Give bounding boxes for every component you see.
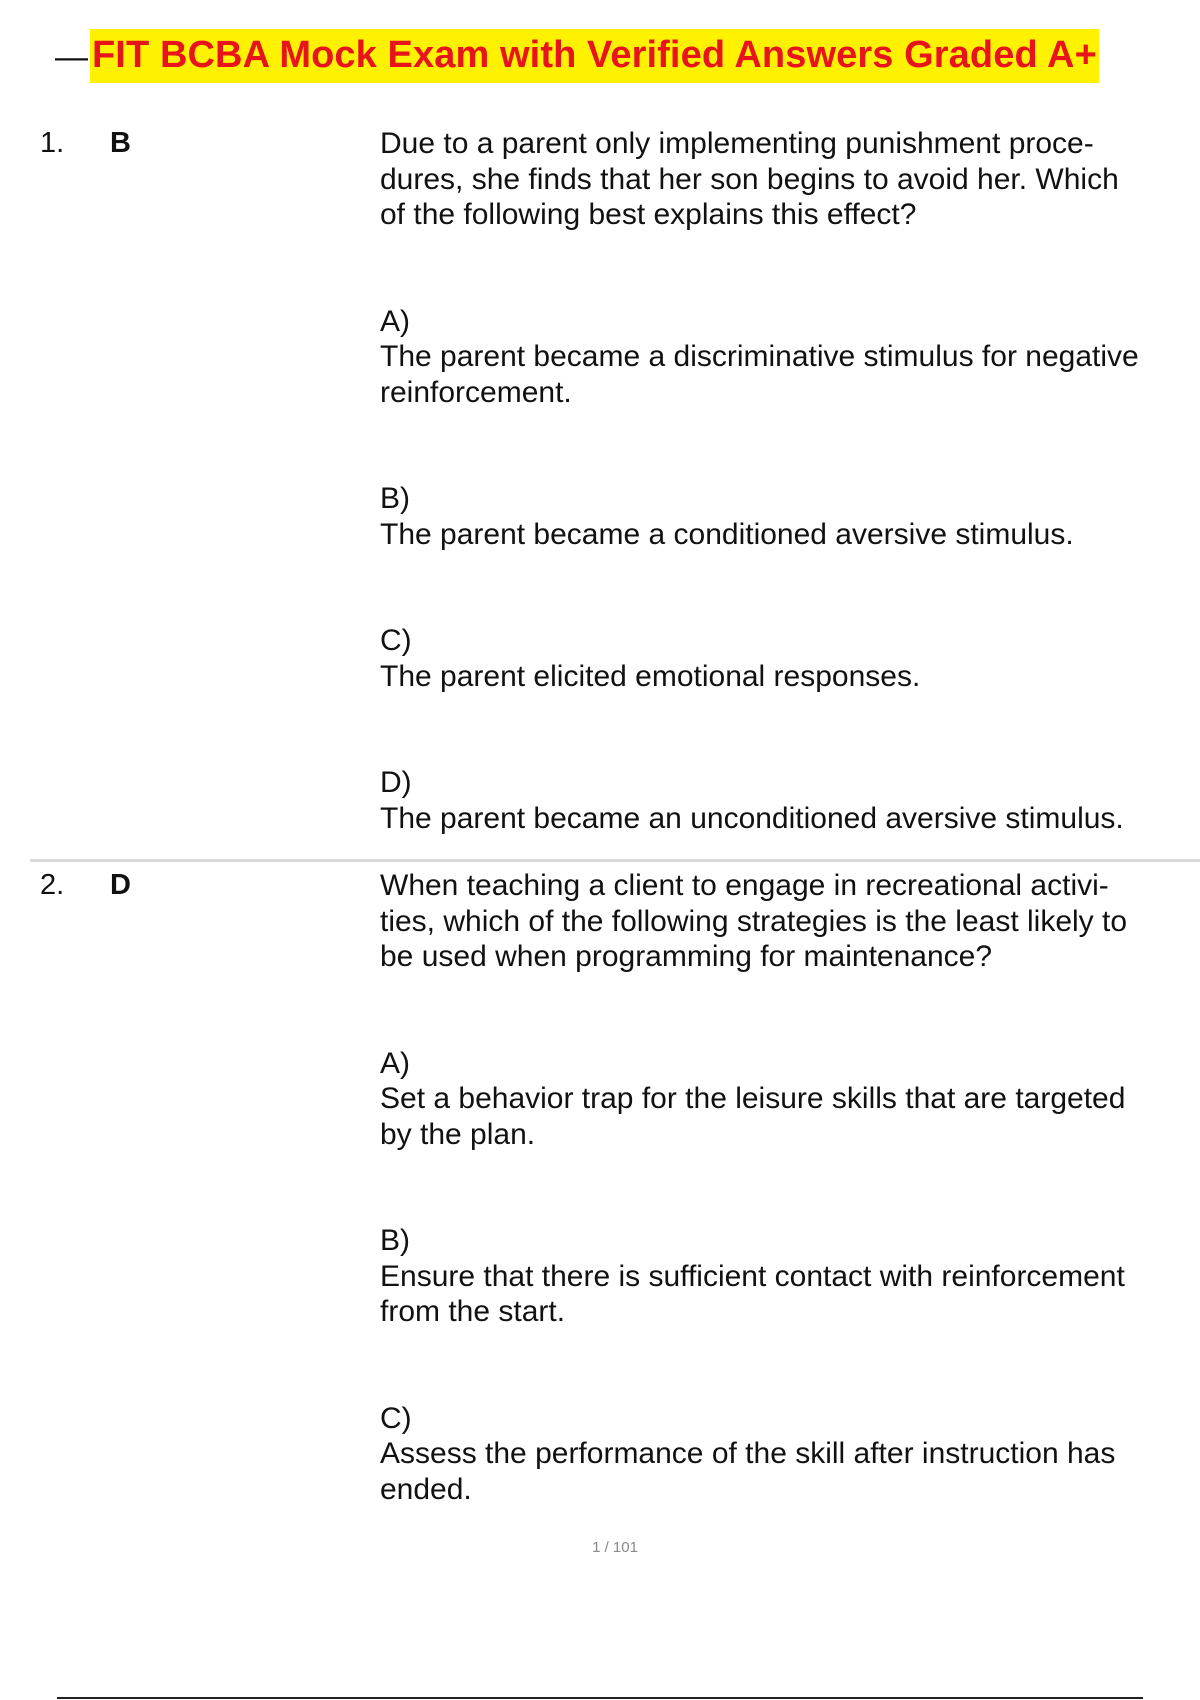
option-text: The parent became a conditioned aversive stimulus. bbox=[380, 517, 1074, 551]
question-text: When teaching a client to engage in recreational activi- ties, which of the following strategies is the least likely to be used when programming for maintenance? bbox=[380, 869, 1128, 973]
option-text: The parent elicited emotional responses. bbox=[380, 659, 921, 693]
option-letter: B) bbox=[380, 482, 410, 515]
option-b bbox=[380, 1223, 1180, 1330]
document-header bbox=[55, 28, 1099, 84]
option-a bbox=[380, 1046, 1180, 1153]
option-c bbox=[380, 623, 1180, 694]
option-a bbox=[380, 304, 1180, 411]
page-number: 1 / 101 bbox=[592, 1539, 638, 1556]
option-text: Ensure that there is sufficient contact with reinforcement from the start. bbox=[380, 1259, 1125, 1328]
option-c bbox=[380, 1401, 1180, 1508]
title-dash: — bbox=[55, 37, 88, 75]
option-letter: A) bbox=[380, 304, 410, 338]
answer-key: B bbox=[110, 127, 131, 159]
option-text: The parent became a discriminative stimulus for negative reinforcement. bbox=[380, 340, 1139, 409]
option-text: Assess the performance of the skill after instruction has ended. bbox=[380, 1437, 1116, 1506]
question-divider bbox=[30, 859, 1200, 862]
option-text: Set a behavior trap for the leisure skills that are targeted by the plan. bbox=[380, 1082, 1126, 1151]
question-number: 1. bbox=[40, 127, 65, 159]
question-body bbox=[380, 868, 1180, 1507]
answer-key: D bbox=[110, 869, 131, 901]
option-b bbox=[380, 481, 1180, 552]
option-d bbox=[380, 765, 1180, 836]
option-letter: A) bbox=[380, 1046, 410, 1080]
question-text: Due to a parent only implementing punishment proce- dures, she finds that her son begins to avoid her. Which of the following best explains this effect? bbox=[380, 127, 1119, 231]
option-text: The parent became an unconditioned aversive stimulus. bbox=[380, 801, 1124, 835]
option-letter: D) bbox=[380, 766, 412, 799]
option-letter: B) bbox=[380, 1224, 410, 1257]
question-body bbox=[380, 126, 1180, 836]
option-letter: C) bbox=[380, 624, 412, 657]
page-title: FIT BCBA Mock Exam with Verified Answers Graded A+ bbox=[90, 29, 1099, 83]
option-letter: C) bbox=[380, 1401, 412, 1435]
page-bottom-rule bbox=[57, 1697, 1143, 1699]
question-number: 2. bbox=[40, 869, 65, 901]
